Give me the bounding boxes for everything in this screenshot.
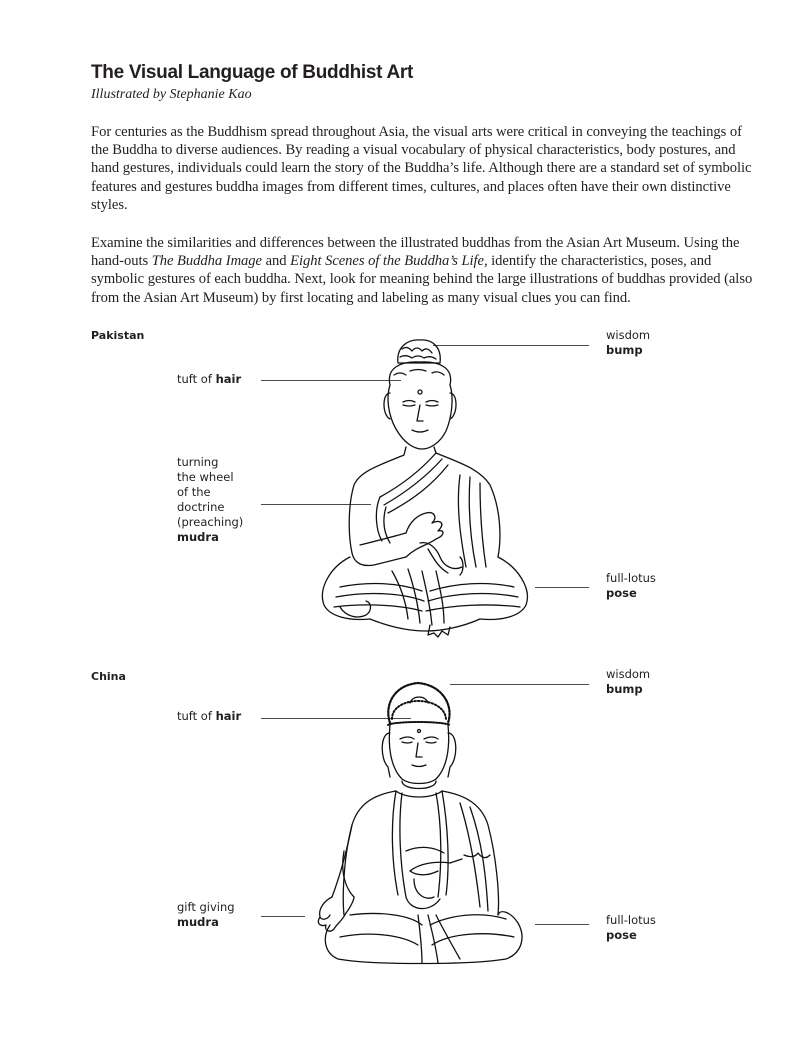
label-keyword: bump bbox=[606, 343, 643, 357]
intro-paragraph: For centuries as the Buddhism spread throughout Asia, the visual arts were critical in conveying the teachings of the Buddha to diverse audiences. By reading a visual vocabulary of physical characteristics, body postures, and hand gestures, individuals could learn the story of the Buddha’s life. Although there are a standard set of symbolic features and gestures buddha images from different times, cultures, and places often have their own distinctive styles. bbox=[91, 124, 752, 213]
label-text: turning bbox=[177, 455, 219, 469]
label-text: of the bbox=[177, 485, 211, 499]
label-text: wisdom bbox=[606, 328, 651, 342]
page-title: The Visual Language of Buddhist Art bbox=[91, 62, 414, 83]
instructions-paragraph bbox=[91, 234, 761, 307]
instructions-text-3: identify the characteristics, poses, and symbolic gestures of each buddha. Next, look for meaning behind the large illustrations of buddhas provided (also from the Asian Art Museum) by first locating and labeling as many visual clues you can find. bbox=[91, 253, 753, 306]
label-pose-china bbox=[606, 913, 656, 943]
label-wisdom-bump-china bbox=[606, 667, 650, 697]
buddha-illustration-china bbox=[310, 675, 540, 967]
label-text: the wheel bbox=[177, 470, 234, 484]
label-text: full-lotus bbox=[606, 571, 656, 585]
label-keyword: mudra bbox=[177, 915, 219, 929]
buddha-illustration-pakistan bbox=[310, 335, 540, 640]
label-keyword: pose bbox=[606, 928, 637, 942]
instructions-text-1: Examine the similarities and differences between the illustrated buddhas from the Asian Art Museum. Using the hand-outs bbox=[91, 235, 740, 270]
label-text: tuft of bbox=[177, 372, 216, 386]
label-wisdom-bump-pakistan bbox=[606, 328, 650, 358]
label-keyword: bump bbox=[606, 682, 643, 696]
label-keyword: pose bbox=[606, 586, 637, 600]
illustrator-credit: Illustrated by Stephanie Kao bbox=[91, 87, 252, 102]
handout-title-eight-scenes: Eight Scenes of the Buddha’s Life, bbox=[290, 253, 488, 270]
label-text: wisdom bbox=[606, 667, 651, 681]
leader-line-mudra bbox=[261, 916, 305, 917]
instructions-text-2: and bbox=[261, 253, 291, 270]
region-label-china: China bbox=[91, 670, 126, 683]
label-mudra-china bbox=[177, 900, 235, 930]
label-keyword: hair bbox=[215, 372, 242, 386]
label-text: tuft of bbox=[177, 709, 216, 723]
leader-line-pose bbox=[535, 587, 589, 588]
label-text: doctrine bbox=[177, 500, 225, 514]
label-text: gift giving bbox=[177, 900, 235, 914]
label-text: full-lotus bbox=[606, 913, 656, 927]
label-text: (preaching) bbox=[177, 515, 244, 529]
leader-line-pose bbox=[535, 924, 589, 925]
label-mudra-pakistan bbox=[177, 455, 243, 545]
label-tuft-of-hair-pakistan bbox=[177, 372, 241, 387]
label-keyword: mudra bbox=[177, 530, 219, 544]
label-pose-pakistan bbox=[606, 571, 656, 601]
label-keyword: hair bbox=[215, 709, 242, 723]
label-tuft-of-hair-china bbox=[177, 709, 241, 724]
handout-title-buddha-image: The Buddha Image bbox=[151, 253, 262, 270]
region-label-pakistan: Pakistan bbox=[91, 329, 145, 342]
